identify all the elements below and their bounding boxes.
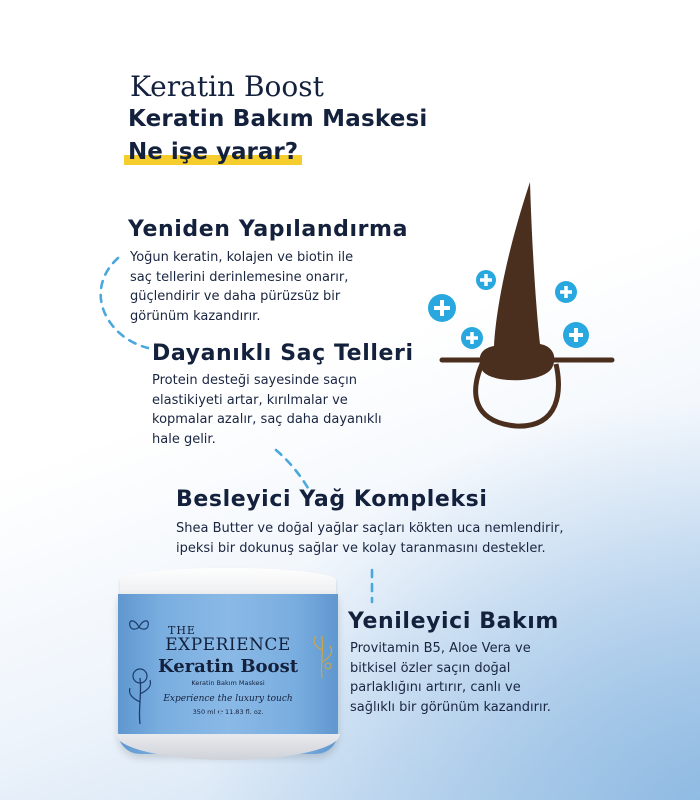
product-subtitle: Keratin Bakım Maskesi [128,106,428,132]
label-line2: EXPERIENCE [165,635,291,655]
brand-title: Keratin Boost [130,70,324,103]
connector-2 [276,450,308,488]
product-jar [112,568,344,768]
feature-text-oil-complex: Shea Butter ve doğal yağlar saçları kökten uca nemlendirir, ipeksi bir dokunuş sağlar ve kolay taranmasını destekler. [176,521,564,556]
label-sub: Keratin Bakım Maskesi [191,679,265,687]
question-heading: Ne işe yarar? [124,139,302,165]
plus-icon [563,322,589,348]
hair-follicle-icon [412,178,622,440]
feature-title-renewing: Yenileyici Bakım [348,609,559,634]
feature-text-reconstruction: Yoğun keratin, kolajen ve biotin ile saç tellerini derinlemesine onarır, güçlendirir ve daha pürüzsüz bir görünüm kazandırır. [130,250,354,324]
label-tagline: Experience the luxury touch [163,694,293,704]
feature-title-durable: Dayanıklı Saç Telleri [152,341,414,366]
label-volume: 350 ml ℮ 11.83 fl. oz. [192,708,264,716]
plus-icon [555,281,577,303]
feature-text-durable: Protein desteği sayesinde saçın elastikiyeti artar, kırılmalar ve kopmalar azalır, saç daha dayanıklı hale gelir. [152,373,382,447]
flower-icon [308,630,338,680]
label-line1: THE [168,624,196,637]
plus-icon [476,270,496,290]
butterfly-icon [128,618,150,636]
feature-title-oil-complex: Besleyici Yağ Kompleksi [176,487,488,512]
label-product-name: Keratin Boost [157,656,299,677]
feature-text-renewing: Provitamin B5, Aloe Vera ve bitkisel özler saçın doğal parlaklığını artırır, canlı ve sağlıklı bir görünüm kazandırır. [350,641,551,715]
plus-icon [428,294,456,322]
plus-icon [461,327,483,349]
feature-title-reconstruction: Yeniden Yapılandırma [128,217,409,242]
flower-icon [124,664,156,724]
jar-base [116,734,340,760]
